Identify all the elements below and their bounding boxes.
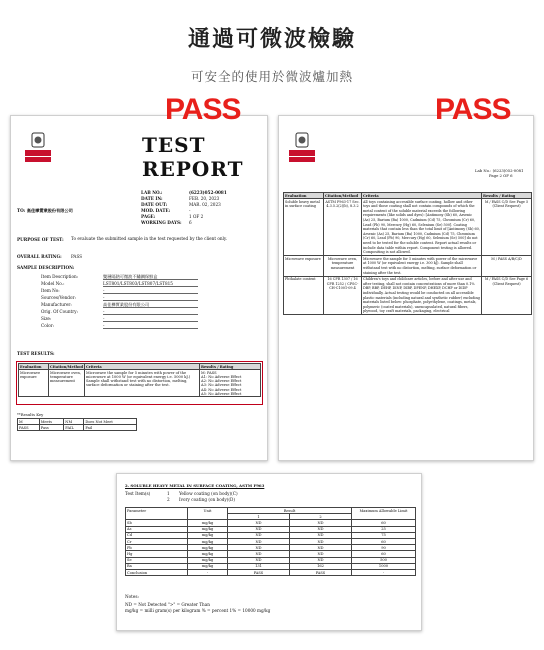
results-cell: Microwave exposure <box>19 370 49 397</box>
results-key-label: **Results Key <box>17 412 44 417</box>
notes-line: mg/kg = milli gram(s) per kilogram % = percent 1% = 10000 mg/kg <box>125 608 271 613</box>
criteria-cell: All toys containing accessible surface coating, hollow and other toys and those coating shall not contain compounds of which the metal content of the soluble material exceeds the following requirements (like solids and dyes): [Antimony (Sb) 60, Arsenic (As) 25, Barium (Ba) 1000, Cadmium (Cd) 75, Chromium (Cr) 60, Lead (Pb) 90, Mercury (Hg) 60, Selenium (Se) 500]. Coating materials that contain less than the total limit of [Antimony (Sb) 60, Arsenic (As) 25, Barium (Ba) 1000, Cadmium (Cd) 75, Chromium (Cr) 60, Lead (Pb) 90, Mercury (Hg) 60, Selenium (Se) 500] do not need to be tested for the soluble content. Report actual results or include data table within report. Component testing is allowed. Compositing is not allowed. <box>363 199 480 255</box>
test-results-label: TEST RESULTS: <box>17 351 55 356</box>
metal-cell: ND <box>290 557 352 563</box>
metal-cell: Se <box>126 557 188 563</box>
result-col-2-header: 2 <box>290 514 352 520</box>
test-report-page-2 <box>278 115 534 461</box>
criteria-header-cell: Criteria <box>362 193 482 199</box>
metal-cell: ND <box>228 520 290 526</box>
results-cell: Microwave the sample for 5 minutes with power of the microwave at 1000 W (or equivalent energy i.e. 5000 kJ.) Sample shall withstand test with no distortion, melting, surface deformation or staining after the test. <box>85 370 200 397</box>
page-header: Page 2 OF 6 <box>489 173 513 178</box>
results-header-cell: Results / Rating <box>200 364 261 370</box>
date-in-value: FEB. 20, 2023 <box>189 196 220 201</box>
sample-field-value: - <box>103 309 105 314</box>
criteria-header-cell: Citation/Method <box>324 193 362 199</box>
result-header: Result <box>228 508 352 514</box>
criteria-cell: Microwave oven, temperature measurement <box>324 256 362 276</box>
metal-cell: ND <box>228 539 290 545</box>
criteria-cell: Microwave the sample for 5 minutes with power of the microwave at 1000 W (or equivalent energy i.e. 300 kJ). Sample shall withstand test with no distortion, melting, surface deformation or staining after the test. <box>362 256 482 276</box>
parameter-header: Parameter <box>126 508 188 520</box>
sample-field-label: Manufacturer: <box>41 302 72 307</box>
sample-field-value: - <box>103 288 105 293</box>
test-items-label: Test Item(s) <box>125 491 151 496</box>
metal-cell: ND <box>228 557 290 563</box>
metal-cell: 60 <box>352 551 416 557</box>
results-rating-cell <box>200 370 261 397</box>
metal-cell: PASS <box>228 570 290 576</box>
pass-stamp: PASS <box>435 93 511 126</box>
date-out-value: MAR. 02, 2023 <box>189 202 221 207</box>
field-underline <box>103 321 198 322</box>
page-subtitle: 可安全的使用於微波爐加熱 <box>190 69 353 84</box>
criteria-row <box>284 256 532 276</box>
working-days-value: 6 <box>189 220 192 225</box>
metal-cell: ND <box>290 545 352 551</box>
sample-field-value: - <box>103 295 105 300</box>
metal-cell: mg/kg <box>188 526 228 532</box>
test-report-page-1 <box>10 115 268 461</box>
test-item-description: Ivory coating (on body)(D) <box>179 497 236 502</box>
sample-field-label: Item No: <box>41 288 60 293</box>
metal-cell: 60 <box>352 520 416 526</box>
metal-cell: 131 <box>228 563 290 569</box>
metal-cell: ND <box>228 551 290 557</box>
metal-cell: - <box>188 570 228 576</box>
criteria-table <box>283 192 532 315</box>
sample-field-label: Size: <box>41 316 52 321</box>
overall-rating-value: PASS <box>71 254 83 259</box>
sample-field-label: Sources/Vendor: <box>41 295 76 300</box>
purpose-text: To evaluate the submitted sample in the test requested by the client only. <box>71 236 228 241</box>
results-header-cell: Evaluation <box>19 364 49 370</box>
sample-field-value: - <box>103 316 105 321</box>
result-col-1-header: 1 <box>228 514 290 520</box>
sample-field-value: 高佳樺實業股份有限公司 <box>103 302 150 307</box>
test-item-description: Yellow coating (on body)(C) <box>179 491 238 496</box>
results-table <box>18 363 261 397</box>
results-key-table <box>17 418 137 431</box>
metal-cell: mg/kg <box>188 539 228 545</box>
key-cell: M <box>18 419 40 425</box>
date-in-label: DATE IN: <box>141 196 163 201</box>
metal-cell: ND <box>228 545 290 551</box>
field-underline <box>103 328 198 329</box>
date-out-label: DATE OUT: <box>141 202 168 207</box>
sample-field-value: LST801/LST803/LST807/LST815 <box>103 281 173 286</box>
rating-line: A4: No Adverse Effect <box>201 387 242 392</box>
criteria-cell: M / PASS A/B/C/D <box>482 256 532 276</box>
lab-no-label: LAB NO.: <box>141 190 163 195</box>
test-item-number: 1 <box>167 491 170 496</box>
metal-cell: 1000 <box>352 563 416 569</box>
key-cell: NM <box>64 419 84 425</box>
unit-header: Unit <box>188 508 228 520</box>
metal-cell: 60 <box>352 539 416 545</box>
lab-no-value: (6223)052-0081 <box>189 190 227 195</box>
sample-description-label: SAMPLE DESCRIPTION: <box>17 265 75 270</box>
sample-field-label: Item Description: <box>41 274 79 279</box>
metal-cell: ND <box>290 539 352 545</box>
key-cell: Fail <box>84 425 137 431</box>
criteria-cell: M / PASS C/D See Page 5 (Client Request) <box>482 199 532 256</box>
field-underline <box>103 293 198 294</box>
metal-cell: Cr <box>126 539 188 545</box>
metal-cell: ND <box>290 551 352 557</box>
metal-cell: ND <box>290 532 352 538</box>
criteria-cell: 16 CFR 1307 / 16 CFR 1252 / CPSC-CH-C1001-09.4 <box>324 276 362 315</box>
key-cell: FAIL <box>64 425 84 431</box>
sample-field-label: Orig. Of Country: <box>41 309 79 314</box>
field-underline <box>103 314 198 315</box>
rating-line: M: PASS <box>201 370 217 375</box>
metal-cell: Pb <box>126 545 188 551</box>
key-cell: Does Not Meet <box>84 419 137 425</box>
field-underline <box>103 300 198 301</box>
bureau-veritas-logo <box>289 132 315 166</box>
sample-field-value: - <box>103 323 105 328</box>
criteria-row <box>284 199 532 256</box>
rating-line: A1: No Adverse Effect <box>201 374 242 379</box>
metal-cell: 162 <box>290 563 352 569</box>
key-cell: Meets <box>39 419 64 425</box>
results-header-cell: Citation/Method <box>50 364 84 369</box>
metal-cell: 25 <box>352 526 416 532</box>
rating-line: A2: No Adverse Effect <box>201 379 242 384</box>
limit-header: Maximum Allowable Limit <box>352 508 416 520</box>
metal-row <box>126 570 416 576</box>
recipient: TO: 高佳樺實業股份有限公司 <box>17 208 73 213</box>
page-value: 1 OF 2 <box>189 214 204 219</box>
heavy-metal-table <box>125 507 416 576</box>
rating-line: A5: No Adverse Effect <box>201 391 242 396</box>
metal-cell: Sb <box>126 520 188 526</box>
notes-line: ND = Not Detected ">" = Greater Than <box>125 602 210 607</box>
results-header-cell: Criteria <box>85 364 200 370</box>
sample-field-value: 雙層隔熱可微波不鏽鋼保鮮盒 <box>103 274 158 279</box>
metal-cell: 75 <box>352 532 416 538</box>
lab-no-header: Lab No.: (6223)052-0081 <box>475 168 524 173</box>
metal-cell: mg/kg <box>188 551 228 557</box>
mod-date-label: MOD. DATE: <box>141 208 171 213</box>
criteria-cell: ASTM F963-17 Sec. 4.3.5.2(2)(b), 8.3.2 <box>324 199 362 256</box>
criteria-cell: Children's toys and childcare articles, before and after use and after testing, shall not contain concentrations of more than 0.1% DBP, BBP, DEHP, DINP, DIBP, DPENP, DHEXP, DCHP or DIDP individually. Actual testing would be conducted on all accessible plastic materials (including natural and synthetic rubber) excluding materials listed below: phosphate, polyethylene, coatings, metals, polymeric (coated materials), unencapsulated, natural fibers, plywood, toy craft materials, packaging, electrical <box>363 277 480 314</box>
metal-cell: PASS <box>290 570 352 576</box>
sample-field-label: Color: <box>41 323 54 328</box>
sample-field-label: Model No.: <box>41 281 65 286</box>
key-cell: PASS <box>18 425 40 431</box>
pass-stamp: PASS <box>165 93 241 126</box>
metal-cell: - <box>352 570 416 576</box>
field-underline <box>103 279 198 280</box>
purpose-label: PURPOSE OF TEST: <box>17 237 64 242</box>
metal-cell: ND <box>228 526 290 532</box>
metal-cell: ND <box>290 526 352 532</box>
notes-label: Notes: <box>125 594 139 599</box>
key-cell: Pass <box>39 425 64 431</box>
metal-cell: mg/kg <box>188 545 228 551</box>
metal-cell: Cd <box>126 532 188 538</box>
report-title-line1: TEST <box>142 133 206 157</box>
criteria-header-cell: Evaluation <box>284 193 324 199</box>
metal-cell: ND <box>290 520 352 526</box>
report-title-line2: REPORT <box>142 157 244 181</box>
field-underline <box>103 307 198 308</box>
bureau-veritas-logo <box>25 132 51 166</box>
page-title: 通過可微波檢驗 <box>187 27 356 52</box>
page-label: PAGE: <box>141 214 156 219</box>
criteria-cell: M / PASS C/D See Page 6 (Client Request) <box>482 276 532 315</box>
criteria-cell: Microwave exposure <box>284 256 324 276</box>
metal-cell: mg/kg <box>188 557 228 563</box>
metal-cell: As <box>126 526 188 532</box>
test-item-number: 2 <box>167 497 170 502</box>
section-heading: 2. SOLUBLE HEAVY METAL IN SURFACE COATING, ASTM F963 <box>125 483 265 488</box>
overall-rating-label: OVERALL RATING: <box>17 254 62 259</box>
metal-cell: ND <box>228 532 290 538</box>
heavy-metal-result-page <box>116 473 422 631</box>
metal-cell: Hg <box>126 551 188 557</box>
metal-cell: 90 <box>352 545 416 551</box>
metal-cell: Conclusion <box>126 570 188 576</box>
results-cell: Microwave oven, temperature measurement <box>49 370 85 397</box>
metal-cell: mg/kg <box>188 520 228 526</box>
metal-cell: 500 <box>352 557 416 563</box>
criteria-cell: Soluble heavy metal in surface coating <box>284 199 324 256</box>
metal-cell: mg/kg <box>188 563 228 569</box>
mod-date-value: - <box>189 208 191 213</box>
metal-cell: mg/kg <box>188 532 228 538</box>
metal-cell: Ba <box>126 563 188 569</box>
criteria-header-cell: Results / Rating <box>482 193 532 199</box>
field-underline <box>103 286 198 287</box>
working-days-label: WORKING DAYS: <box>141 220 182 225</box>
criteria-cell: Phthalate content <box>284 276 324 315</box>
rating-line: A3: No Adverse Effect <box>201 383 242 388</box>
criteria-row <box>284 276 532 315</box>
